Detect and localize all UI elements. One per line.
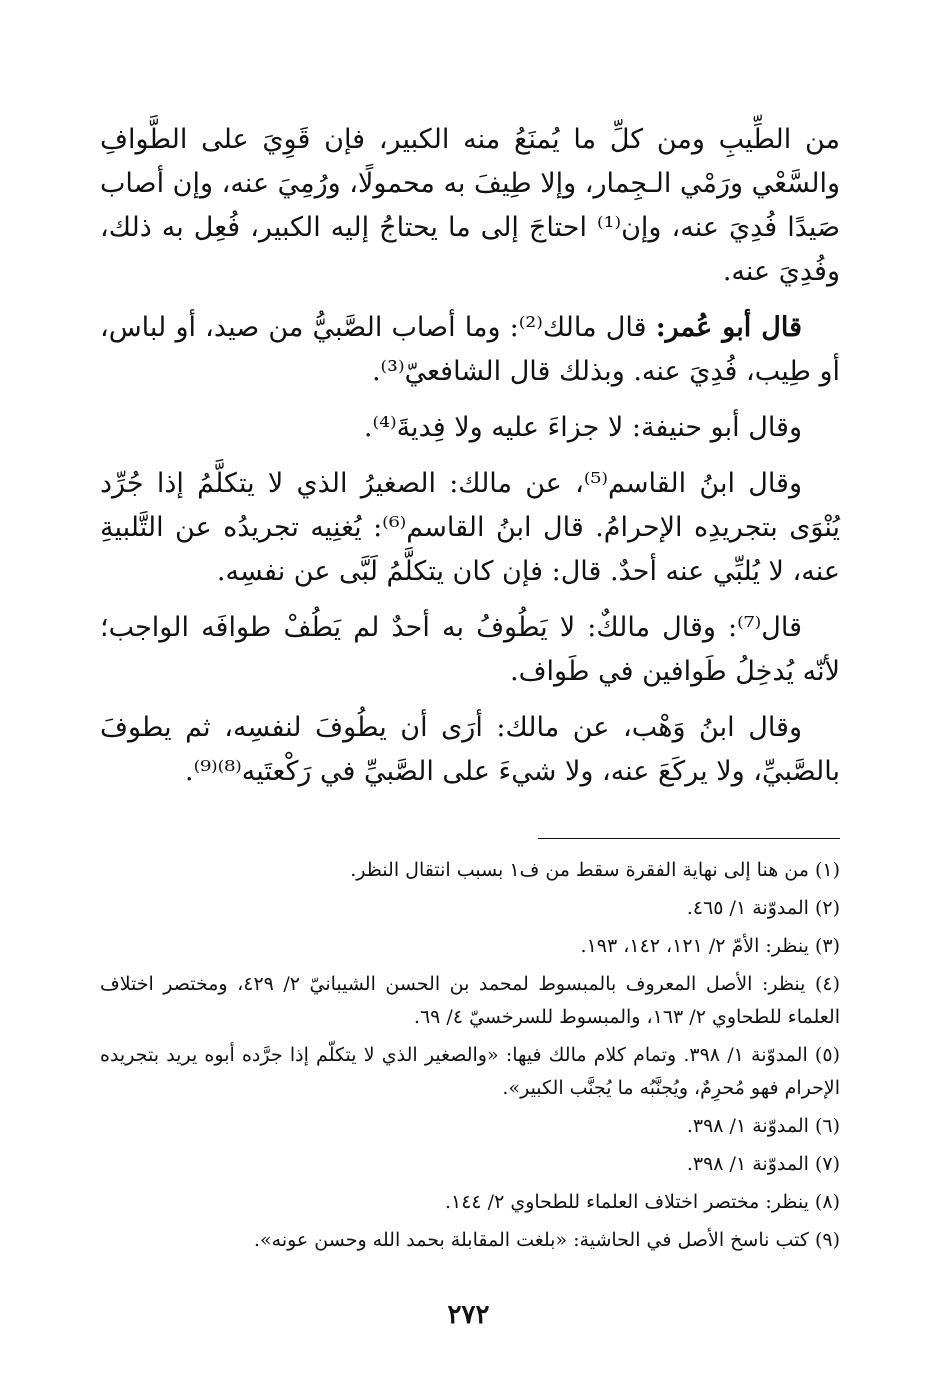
paragraph-1: من الطِّيبِ ومن كلِّ ما يُمنَعُ منه الكبير، فإن قَوِيَ على الطَّوافِ والسَّعْي ورَمْي الـجِمار، وإلا طِيفَ به محمولًا، ورُمِيَ عنه، وإن أصاب صَيدًا فُدِيَ عنه، وإن⁽¹⁾ احتاجَ إلى ما يحتاجُ إليه الكبير، فُعِل به ذلك، وفُدِيَ عنه. (100, 124, 840, 287)
footnotes (100, 854, 840, 1262)
footnote-8: (٨) ينظر: مختصر اختلاف العلماء للطحاوي ٢/ ١٤٤. (444, 1191, 840, 1213)
footnote-6: (٦) المدوّنة ١/ ٣٩٨. (686, 1115, 840, 1137)
footnote-5: (٥) المدوّنة ١/ ٣٩٨. وتمام كلام مالك فيها: «والصغير الذي لا يتكلّم إذا جرَّده أبوه يريد بتجريده الإحرام فهو مُحرِمٌ، ويُجنَّبُه ما يُجنَّب الكبير». (100, 1044, 840, 1099)
paragraph-2-text: قال مالك⁽²⁾: وما أصاب الصَّبيُّ من صيد، أو لباس، أو طِيب، فُدِيَ عنه. وبذلك قال الشافعيّ⁽³⁾. (100, 312, 840, 387)
footnote-1: (١) من هنا إلى نهاية الفقرة سقط من ف١ بسبب انتقال النظر. (350, 859, 840, 881)
speaker-label: قال أبو عُمر: (655, 312, 802, 343)
footnote-divider (538, 838, 840, 839)
paragraph-5: قال⁽⁷⁾: وقال مالكٌ: لا يَطُوفُ به أحدٌ لم يَطُفْ طوافَه الواجب؛ لأنّه يُدخِلُ طَوافين في طَواف. (100, 612, 840, 687)
footnote-4: (٤) ينظر: الأصل المعروف بالمبسوط لمحمد بن الحسن الشيبانيّ ٢/ ٤٢٩، ومختصر اختلاف العلماء للطحاوي ٢/ ١٦٣، والمبسوط للسرخسيّ ٤/ ٦٩. (100, 973, 840, 1028)
paragraph-6: وقال ابنُ وَهْب، عن مالك: أرَى أن يطُوفَ لنفسِه، ثم يطوفَ بالصَّبيِّ، ولا يركَعَ عنه، ولا شيءَ على الصَّبيِّ في رَكْعتَيه⁽⁸⁾⁽⁹⁾. (100, 712, 840, 787)
footnote-3: (٣) ينظر: الأمّ ٢/ ١٢١، ١٤٢، ١٩٣. (580, 935, 840, 957)
paragraph-3: وقال أبو حنيفة: لا جزاءَ عليه ولا فِديةَ⁽⁴⁾. (363, 412, 802, 443)
paragraph-2 (100, 306, 840, 394)
page-number: ٢٧٢ (447, 1300, 490, 1330)
footnote-9: (٩) كتب ناسخ الأصل في الحاشية: «بلغت المقابلة بحمد الله وحسن عونه». (253, 1229, 840, 1251)
footnote-2: (٢) المدوّنة ١/ ٤٦٥. (686, 897, 840, 919)
main-text (100, 118, 840, 806)
footnote-7: (٧) المدوّنة ١/ ٣٩٨. (686, 1153, 840, 1175)
paragraph-4: وقال ابنُ القاسم⁽⁵⁾، عن مالك: الصغيرُ الذي لا يتكلَّمُ إذا جُرِّد يُنْوَى بتجريدِه الإحرامُ. قال ابنُ القاسم⁽⁶⁾: يُغنِيه تجريدُه عن التَّلبيةِ عنه، لا يُلبِّي عنه أحدٌ. قال: فإن كان يتكلَّمُ لَبَّى عن نفسِه. (100, 468, 840, 587)
